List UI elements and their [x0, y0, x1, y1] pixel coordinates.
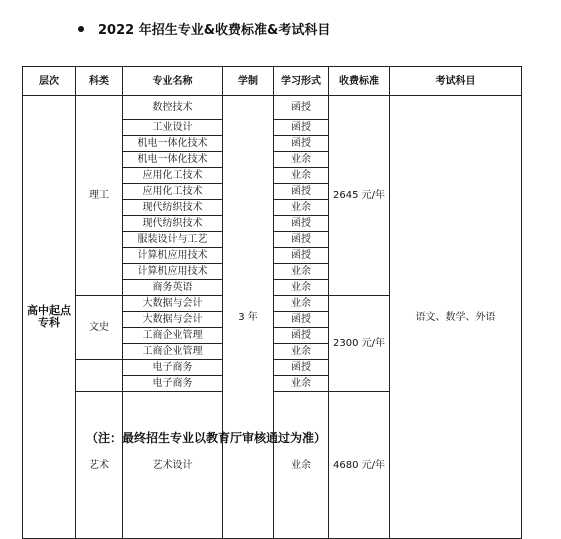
- study-form-cell: 业余: [274, 200, 329, 216]
- study-form-cell: 业余: [274, 392, 329, 539]
- study-form-cell: 函授: [274, 120, 329, 136]
- study-form-cell: 业余: [274, 376, 329, 392]
- major-cell: 工商企业管理: [123, 344, 223, 360]
- major-cell: 商务英语: [123, 280, 223, 296]
- study-form-cell: 函授: [274, 96, 329, 120]
- major-cell: 工业设计: [123, 120, 223, 136]
- study-form-cell: 函授: [274, 360, 329, 376]
- major-cell: 电子商务: [123, 360, 223, 376]
- fee-cell: 2300 元/年: [329, 296, 390, 392]
- col-header-fee: 收费标准: [329, 67, 390, 96]
- level-cell: 高中起点专科: [23, 96, 76, 539]
- study-form-cell: 业余: [274, 344, 329, 360]
- study-form-cell: 函授: [274, 232, 329, 248]
- fee-cell: 4680 元/年: [329, 392, 390, 539]
- major-cell: 现代纺织技术: [123, 216, 223, 232]
- fee-cell: 2645 元/年: [329, 96, 390, 296]
- col-header-level: 层次: [23, 67, 76, 96]
- study-form-cell: 业余: [274, 296, 329, 312]
- major-cell: 工商企业管理: [123, 328, 223, 344]
- section-heading: [78, 19, 330, 38]
- major-cell: 机电一体化技术: [123, 136, 223, 152]
- study-form-cell: 函授: [274, 248, 329, 264]
- major-cell: 应用化工技术: [123, 184, 223, 200]
- major-cell: 应用化工技术: [123, 168, 223, 184]
- study-form-cell: 函授: [274, 328, 329, 344]
- major-cell: 大数据与会计: [123, 296, 223, 312]
- category-cell: 文史: [76, 296, 123, 360]
- study-form-cell: 函授: [274, 312, 329, 328]
- study-form-cell: 函授: [274, 136, 329, 152]
- major-cell: 大数据与会计: [123, 312, 223, 328]
- study-form-cell: 函授: [274, 184, 329, 200]
- enrollment-table: [22, 66, 522, 539]
- col-header-duration: 学制: [223, 67, 274, 96]
- exam-cell: 语文、数学、外语: [390, 96, 522, 539]
- major-cell: 电子商务: [123, 376, 223, 392]
- major-cell: 数控技术: [123, 96, 223, 120]
- study-form-cell: 函授: [274, 216, 329, 232]
- category-cell: 艺术: [76, 392, 123, 539]
- major-cell: 现代纺织技术: [123, 200, 223, 216]
- major-cell: 计算机应用技术: [123, 264, 223, 280]
- col-header-exam: 考试科目: [390, 67, 522, 96]
- col-header-major: 专业名称: [123, 67, 223, 96]
- table-header-row: [23, 67, 522, 96]
- footnote: （注：最终招生专业以教育厅审核通过为准）: [86, 431, 327, 445]
- table-row: [23, 96, 522, 120]
- major-cell: 计算机应用技术: [123, 248, 223, 264]
- study-form-cell: 业余: [274, 152, 329, 168]
- category-cell: 理工: [76, 96, 123, 296]
- study-form-cell: 业余: [274, 264, 329, 280]
- study-form-cell: 业余: [274, 168, 329, 184]
- col-header-category: 科类: [76, 67, 123, 96]
- major-cell: 服装设计与工艺: [123, 232, 223, 248]
- major-cell: 机电一体化技术: [123, 152, 223, 168]
- col-header-study-form: 学习形式: [274, 67, 329, 96]
- study-form-cell: 业余: [274, 280, 329, 296]
- bullet-icon: [78, 26, 84, 32]
- major-cell: 艺术设计: [123, 392, 223, 539]
- heading-text: 2022 年招生专业&收费标准&考试科目: [98, 23, 331, 38]
- duration-cell: 3 年: [223, 96, 274, 539]
- category-cell-empty: [76, 360, 123, 392]
